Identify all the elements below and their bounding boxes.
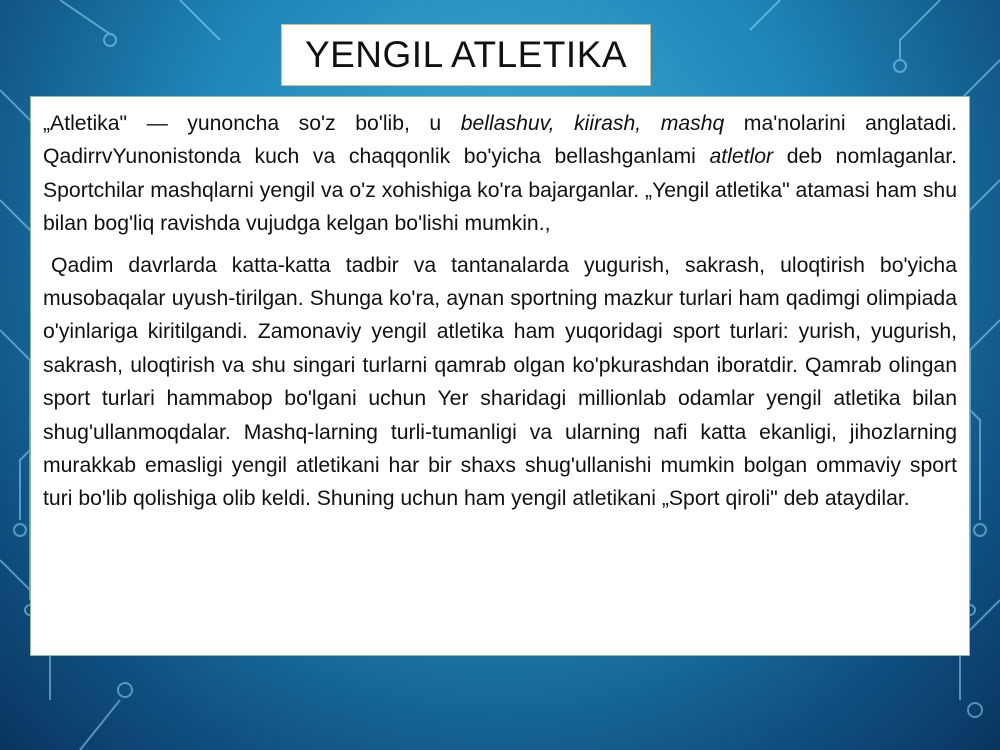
paragraph-1-italic-b: atletlor [709, 145, 774, 169]
paragraph-1-text-b: ma'nolarini anglatadi. QadirrvYunonistonda kuch va chaqqonlik bo'yicha bellashganlami [43, 112, 958, 169]
content-box [30, 96, 970, 656]
paragraph-2: Qadim davrlarda katta-katta tadbir va tantanalarda yugurish, sakrash, uloqtirish bo'yicha musobaqalar uyush-tirilgan. Shunga ko'ra, aynan sportning mazkur turlari ham qadimgi olimpiada o'yinlariga kiritilgandi. Zamonaviy yengil atletika ham yuqoridagi sport turlari: yurish, yugurish, sakrash, uloqtirish va shu singari turlarni qamrab olgan ko'pkurashdan iboratdir. Qamrab olingan sport turlari hammabop bo'lgani uchun Yer sharidagi millionlab odamlar yengil atletika bilan shug'ullanmoqdalar. Mashq-larning turli-tumanligi va ularning nafi katta ekanligi, jihozlarning murakkab emasligi yengil atletikani har bir shaxs shug'ullanishi mumkin bolgan ommaviy sport turi bo'lib qolishiga olib keldi. Shuning uchun ham yengil atletikani „Sport qiroli" deb ataydilar. [43, 253, 957, 511]
paragraph-1-text-c: deb nomlaganlar. Sportchilar mashqlarni yengil va o'z xohishiga ko'ra bajarganlar. „Yengil atletika" atamasi ham shu bilan bog'liq ravishda vujudga kelgan bo'lishi mumkin., [43, 145, 957, 236]
title-box [281, 24, 651, 86]
paragraph-1 [43, 107, 957, 241]
slide-title: YENGIL ATLETIKA [304, 34, 628, 75]
paragraph-1-text-a: „Atletika" — yunoncha so'z bo'lib, u [43, 112, 461, 135]
paragraph-1-italic-a: bellashuv, kiirash, mashq [460, 112, 725, 135]
